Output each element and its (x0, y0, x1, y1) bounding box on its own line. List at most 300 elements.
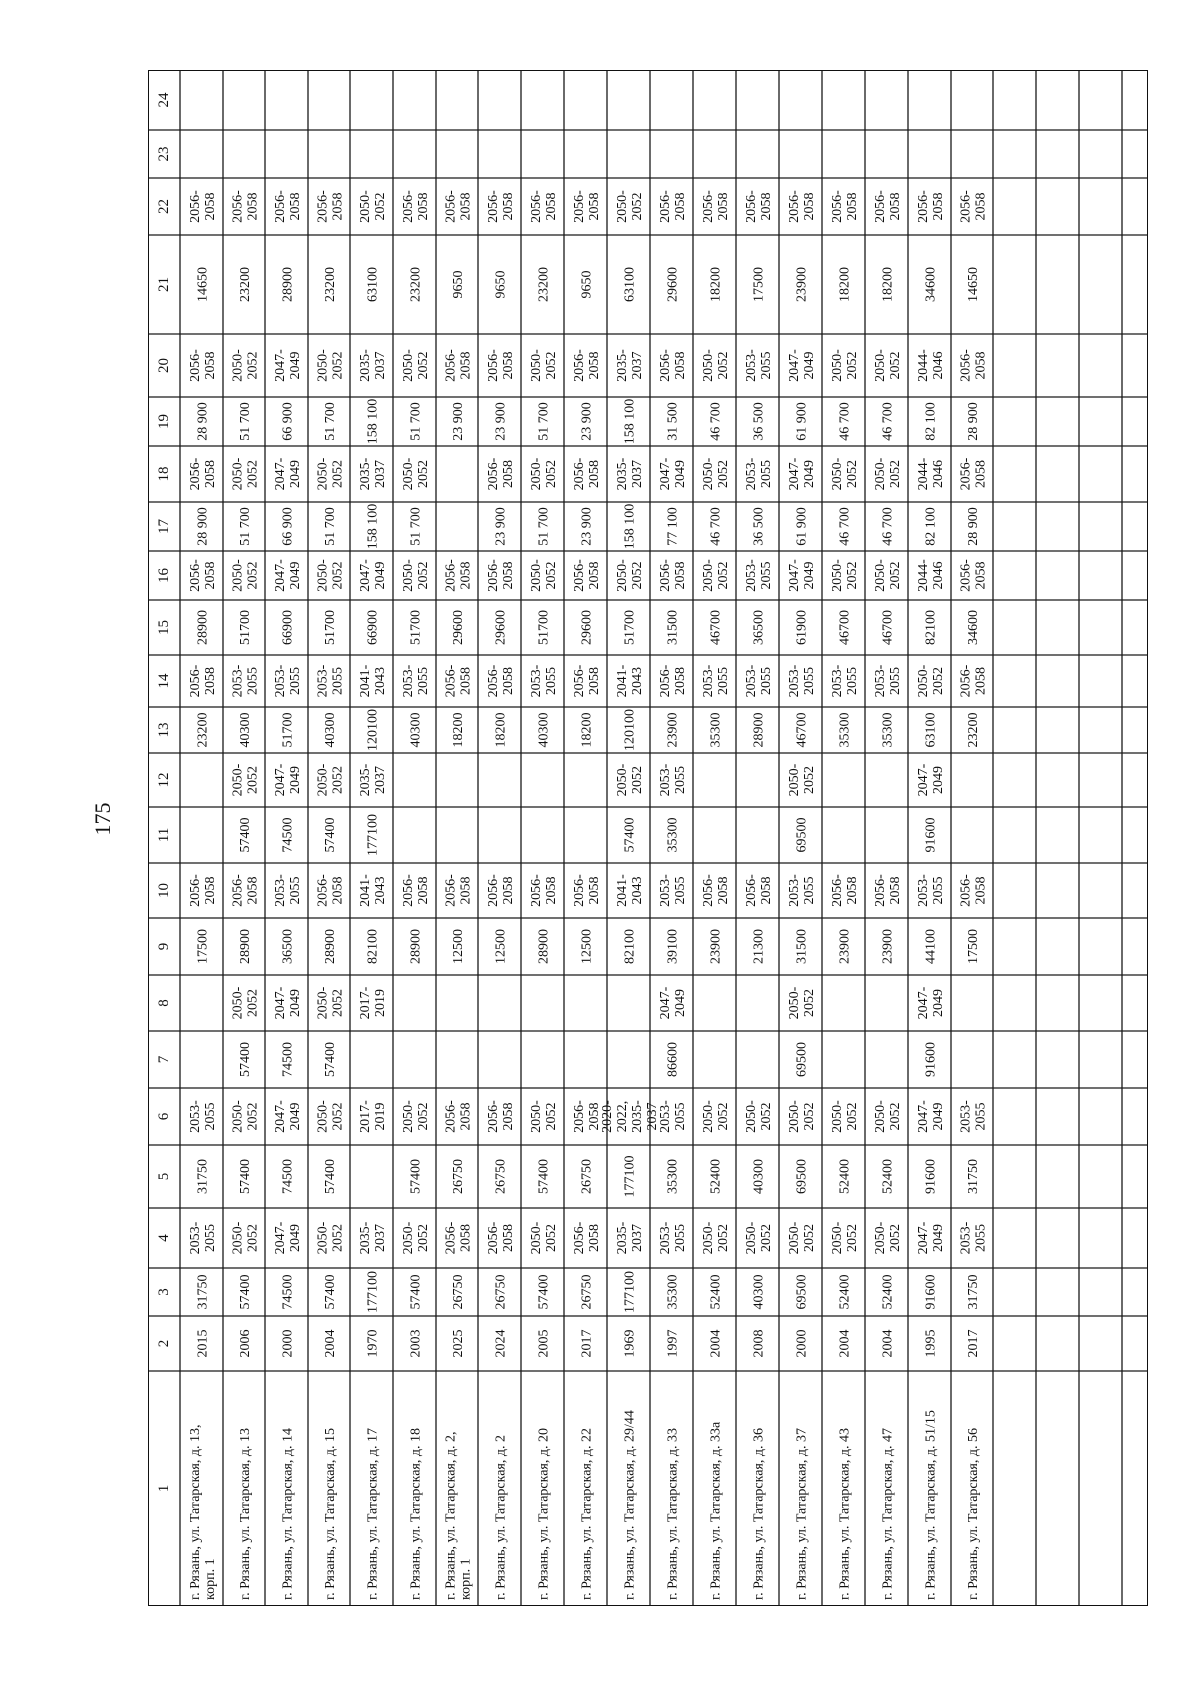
address-cell: г. Рязань, ул. Татарская, д. 22 (579, 1428, 595, 1600)
table-cell: 74500 (280, 817, 296, 853)
table-cell: 2056-2058 (443, 190, 474, 223)
table-cell: 2047-2049 (358, 559, 388, 592)
table-cell: 51 700 (536, 507, 552, 546)
table-cell: 51700 (622, 610, 638, 645)
table-cell: 31500 (794, 929, 810, 964)
table-cell: 2056-2058 (529, 874, 559, 907)
table-cell: 46700 (880, 610, 896, 645)
table-cell: 18200 (451, 712, 466, 748)
table-cell: 2053-2055 (958, 1100, 989, 1133)
table-cell: 31750 (966, 1159, 981, 1194)
table-cell: 23 900 (579, 402, 595, 441)
table-cell: 1969 (622, 1329, 638, 1358)
table-cell: 46 700 (837, 507, 853, 546)
address-cell: г. Рязань, ул. Татарская, д. 17 (365, 1428, 381, 1600)
table-cell: 23200 (323, 267, 338, 302)
table-cell: 51700 (323, 610, 338, 645)
column-header: 3 (156, 1288, 172, 1296)
table-cell: 28900 (280, 267, 296, 302)
table-cell: 57400 (323, 1159, 338, 1194)
table-cell: 2053-2055 (188, 1221, 218, 1255)
table-cell: 51 700 (323, 507, 338, 546)
table-cell: 14650 (195, 267, 211, 302)
table-cell: 2056-2058 (443, 349, 474, 382)
table-cell: 2053-2055 (744, 559, 774, 592)
column-header: 5 (156, 1172, 172, 1181)
table-cell: 23900 (665, 712, 681, 748)
table-cell: 57400 (238, 1159, 253, 1194)
table-cell: 2050-2052 (230, 457, 261, 491)
table-cell: 2050-2052 (529, 559, 559, 592)
table-cell: 28 900 (195, 507, 211, 546)
table-cell: 2056-2058 (873, 190, 903, 223)
table-cell: 35300 (665, 817, 681, 853)
table-cell: 23900 (794, 267, 810, 302)
table-cell: 2004 (323, 1329, 338, 1358)
table-cell: 29600 (493, 610, 509, 645)
table-cell: 2056-2058 (230, 190, 261, 223)
table-cell: 2056-2058 (315, 874, 346, 907)
table-cell: 2056-2058 (830, 874, 860, 907)
table-cell: 51700 (408, 610, 424, 645)
table-cell: 2050-2052 (701, 1221, 731, 1255)
table-cell: 86600 (665, 1042, 681, 1077)
table-cell: 23 900 (451, 402, 466, 441)
column-header: 12 (156, 772, 172, 788)
column-header: 22 (156, 199, 172, 214)
table-cell: 2056-2058 (658, 190, 688, 223)
table-cell: 51700 (280, 712, 296, 748)
table-cell: 23 900 (579, 507, 595, 546)
table-cell: 35300 (880, 712, 896, 748)
table-cell: 2035-2037 (358, 763, 388, 797)
table-cell: 2056-2058 (958, 559, 989, 592)
table-cell: 2015 (195, 1329, 211, 1358)
table-cell: 2050-2052 (529, 1221, 559, 1255)
table-cell: 2047-2049 (658, 457, 688, 491)
table-cell: 51 700 (238, 402, 253, 441)
table-cell: 2053-2055 (315, 664, 346, 698)
table-cell: 2050-2052 (401, 1100, 431, 1133)
table-cell: 51 700 (408, 507, 424, 546)
table-cell: 2050-2052 (358, 190, 388, 223)
table-cell: 2056-2058 (572, 457, 602, 491)
table-cell: 2056-2058 (787, 190, 817, 223)
table-cell: 2050-2052 (873, 559, 903, 592)
table-cell: 2050-2052 (230, 986, 261, 1020)
table-cell: 2000 (794, 1329, 810, 1358)
table-cell: 2056-2058 (958, 190, 989, 223)
column-header: 9 (156, 942, 172, 951)
table-cell: 2017 (579, 1329, 595, 1358)
table-cell: 40300 (238, 712, 253, 748)
table-cell: 2056-2058 (916, 190, 946, 223)
table-cell: 26750 (579, 1159, 595, 1194)
table-cell: 36 500 (751, 507, 767, 546)
table-cell: 2056-2058 (572, 1221, 602, 1255)
column-header: 4 (156, 1234, 172, 1242)
table-cell: 2050-2052 (615, 190, 645, 223)
table-cell: 36500 (751, 610, 767, 645)
table-cell: 2050-2052 (315, 1100, 346, 1133)
table-cell: 2050-2052 (830, 559, 860, 592)
table-cell: 26750 (451, 1274, 466, 1310)
table-cell: 46 700 (708, 402, 724, 441)
table-cell: 12500 (493, 929, 509, 964)
table-cell: 14650 (966, 267, 981, 302)
table-cell: 28900 (238, 929, 253, 964)
table-cell: 2047-2049 (273, 1100, 303, 1133)
table-cell: 2047-2049 (273, 986, 303, 1020)
address-cell: г. Рязань, ул. Татарская, д. 20 (536, 1428, 552, 1600)
table-cell: 18200 (708, 267, 724, 302)
table-cell: 23200 (195, 712, 211, 748)
table-cell: 2056-2058 (572, 190, 602, 223)
table-cell: 9650 (451, 270, 466, 299)
table-cell: 2004 (837, 1329, 853, 1358)
table-cell: 9650 (579, 270, 595, 299)
table-cell: 177100 (365, 814, 381, 856)
table-cell: 120100 (622, 709, 638, 751)
table-cell: 2053-2055 (958, 1221, 989, 1255)
address-cell: г. Рязань, ул. Татарская, д. 33 (665, 1428, 681, 1600)
table-cell: 46 700 (880, 507, 896, 546)
table-cell: 2047-2049 (273, 349, 303, 382)
table-cell: 2047-2049 (273, 457, 303, 491)
table-cell: 2044-2046 (916, 349, 946, 382)
table-cell: 57400 (323, 817, 338, 853)
table-cell: 40300 (751, 1159, 767, 1194)
table-cell: 46 700 (708, 507, 724, 546)
table-cell: 23200 (238, 267, 253, 302)
table-cell: 2050-2052 (744, 1100, 774, 1133)
column-header: 20 (156, 358, 172, 373)
table-cell: 63100 (365, 267, 381, 302)
table-cell: 2050-2052 (787, 763, 817, 797)
table-cell: 2056-2058 (572, 664, 602, 698)
table-cell: 2056-2058 (744, 874, 774, 907)
table-cell: 2056-2058 (188, 559, 218, 592)
table-cell: 2050-2052 (230, 1221, 261, 1255)
table-cell: 51 700 (238, 507, 253, 546)
table-cell: 28 900 (195, 402, 211, 441)
column-header: 15 (156, 620, 172, 635)
table-cell: 2050-2052 (401, 349, 431, 382)
table-cell: 57400 (622, 817, 638, 853)
table-cell: 2056-2058 (658, 664, 688, 698)
table-cell: 2056-2058 (315, 190, 346, 223)
table-cell: 177100 (622, 1155, 638, 1198)
table-cell: 2056-2058 (443, 559, 474, 592)
table-cell: 2047-2049 (787, 457, 817, 491)
table-cell: 2050-2052 (529, 1100, 559, 1133)
table-cell: 2041-2043 (615, 664, 645, 698)
table-cell: 2056-2058 (188, 874, 218, 907)
column-header: 14 (156, 673, 172, 689)
table-cell: 29600 (665, 267, 681, 302)
table-cell: 23 900 (493, 507, 509, 546)
table-cell: 2035-2037 (615, 1221, 645, 1255)
table-cell: 1970 (365, 1329, 381, 1358)
table-cell: 2008 (751, 1329, 767, 1358)
column-header: 13 (156, 722, 172, 738)
table-cell: 34600 (966, 610, 981, 645)
table-cell: 35300 (708, 712, 724, 748)
column-header: 6 (156, 1112, 172, 1121)
table-cell: 2050-2052 (401, 1221, 431, 1255)
table-cell: 2047-2049 (916, 986, 946, 1020)
table-cell: 51 700 (408, 402, 424, 441)
table-cell: 2056-2058 (958, 664, 989, 698)
table-cell: 2050-2052 (873, 1221, 903, 1255)
table-cell: 46700 (708, 610, 724, 645)
table-cell: 57400 (408, 1274, 424, 1310)
table-cell: 2056-2058 (572, 1100, 602, 1133)
table-cell: 2056-2058 (486, 559, 516, 592)
table-cell: 52400 (708, 1274, 724, 1310)
table-cell: 2053-2055 (744, 457, 774, 491)
table-cell: 2056-2058 (486, 1100, 516, 1133)
table-cell: 2047-2049 (916, 763, 946, 797)
table-cell: 2056-2058 (958, 349, 989, 382)
table-cell: 61900 (794, 610, 810, 645)
table-cell: 23 900 (493, 402, 509, 441)
table-cell: 2053-2055 (916, 874, 946, 907)
table-cell: 2047-2049 (658, 986, 688, 1020)
table-cell: 2053-2055 (188, 1100, 218, 1133)
table-cell: 36500 (280, 929, 296, 964)
table-cell: 63100 (923, 712, 939, 748)
table-cell: 66 900 (280, 402, 296, 441)
table-cell: 28900 (536, 929, 552, 964)
table-cell: 2017-2019 (358, 986, 388, 1020)
table-cell: 2056-2058 (873, 874, 903, 907)
table-cell: 2041-2043 (358, 874, 388, 907)
table-cell: 18200 (493, 712, 509, 748)
table-cell: 31500 (665, 610, 681, 645)
table-cell: 51 700 (323, 402, 338, 441)
table-cell: 74500 (280, 1274, 296, 1310)
address-cell: г. Рязань, ул. Татарская, д. 43 (837, 1428, 853, 1600)
table-cell: 28 900 (966, 402, 981, 441)
table-cell: 2017 (966, 1329, 981, 1358)
table-cell: 28900 (195, 610, 211, 645)
table-cell: 2050-2052 (873, 349, 903, 382)
table-cell: 2047-2049 (273, 763, 303, 797)
table-cell: 46700 (837, 610, 853, 645)
table-cell: 1997 (665, 1329, 681, 1358)
table-grid (148, 70, 1148, 1606)
address-cell: г. Рязань, ул. Татарская, д. 51/15 (923, 1410, 939, 1600)
table-cell: 69500 (794, 1159, 810, 1194)
table-cell: 2004 (708, 1329, 724, 1358)
column-header: 19 (156, 414, 172, 429)
table-cell: 31750 (195, 1159, 211, 1194)
address-cell: г. Рязань, ул. Татарская, д. 33а (708, 1421, 724, 1600)
table-cell: 52400 (837, 1274, 853, 1310)
table-cell: 2050-2052 (744, 1221, 774, 1255)
table-cell: 2053-2055 (873, 664, 903, 698)
table-cell: 2056-2058 (230, 874, 261, 907)
table-cell: 2056-2058 (572, 874, 602, 907)
table-cell: 26750 (579, 1274, 595, 1310)
table-cell: 51 700 (536, 402, 552, 441)
table-cell: 28 900 (966, 507, 981, 546)
table-cell: 2006 (238, 1329, 253, 1358)
table-cell: 28900 (323, 929, 338, 964)
table-cell: 2050-2052 (787, 986, 817, 1020)
table-cell: 2035-2037 (358, 1221, 388, 1255)
table-cell: 2044-2046 (916, 457, 946, 491)
table-cell: 57400 (536, 1274, 552, 1310)
table-cell: 61 900 (794, 402, 810, 441)
address-cell: г. Рязань, ул. Татарская, д. 29/44 (622, 1410, 638, 1600)
table-cell: 52400 (880, 1159, 896, 1194)
table-cell: 158 100 (365, 503, 381, 550)
table-cell: 52400 (880, 1274, 896, 1310)
table-cell: 2056-2058 (572, 349, 602, 382)
address-cell: г. Рязань, ул. Татарская, д. 2 (493, 1435, 509, 1600)
table-cell: 2056-2058 (443, 1100, 474, 1133)
table-cell: 2047-2049 (273, 559, 303, 592)
column-header: 24 (156, 92, 172, 108)
table-cell: 82100 (365, 929, 381, 964)
table-cell: 2053-2055 (658, 1100, 688, 1133)
table-cell: 29600 (579, 610, 595, 645)
table-cell: 2050-2052 (830, 457, 860, 491)
table-cell: 52400 (708, 1159, 724, 1194)
table-cell: 2056-2058 (188, 457, 218, 491)
table-cell: 1995 (923, 1329, 939, 1358)
table-cell: 2050-2052 (529, 457, 559, 491)
address-cell: г. Рязань, ул. Татарская, д. 36 (751, 1428, 767, 1600)
table-cell: 39100 (665, 929, 681, 964)
table-cell: 57400 (323, 1042, 338, 1077)
table-cell: 2053-2055 (658, 874, 688, 907)
table-cell: 2053-2055 (701, 664, 731, 698)
table-cell: 2035-2037 (615, 349, 645, 382)
table-cell: 17500 (195, 929, 211, 964)
table-cell: 2050-2052 (787, 1100, 817, 1133)
table-cell: 12500 (451, 929, 466, 964)
table-cell: 2053-2055 (230, 664, 261, 698)
table-cell: 23900 (837, 929, 853, 964)
table-cell: 2035-2037 (358, 349, 388, 382)
column-header: 10 (156, 883, 172, 898)
table-cell: 40300 (408, 712, 424, 748)
table-cell: 66900 (280, 610, 296, 645)
table-cell: 2056-2058 (486, 457, 516, 491)
table-cell: 52400 (837, 1159, 853, 1194)
table-cell: 31 500 (665, 402, 681, 441)
address-cell: г. Рязань, ул. Татарская, д. 2,корп. 1 (443, 1431, 474, 1600)
address-cell: г. Рязань, ул. Татарская, д. 13,корп. 1 (188, 1424, 218, 1600)
table-cell: 2056-2058 (401, 190, 431, 223)
table-cell: 2056-2058 (658, 349, 688, 382)
column-header: 23 (156, 146, 172, 162)
table-cell: 2041-2043 (358, 664, 388, 698)
table-cell: 177100 (622, 1271, 638, 1313)
column-header: 17 (156, 519, 172, 534)
table-cell: 2056-2058 (443, 664, 474, 698)
table-cell: 2053-2055 (744, 349, 774, 382)
address-cell: г. Рязань, ул. Татарская, д. 18 (408, 1428, 424, 1600)
column-header: 18 (156, 466, 172, 482)
table-cell: 91600 (923, 1274, 939, 1310)
table-cell: 82 100 (923, 507, 939, 546)
address-cell: г. Рязань, ул. Татарская, д. 47 (880, 1428, 896, 1600)
table-cell: 2053-2055 (273, 874, 303, 907)
table-cell: 2017-2019 (358, 1100, 388, 1133)
table-cell: 2056-2058 (486, 664, 516, 698)
table-cell: 2053-2055 (529, 664, 559, 698)
table-cell: 2050-2052 (701, 1100, 731, 1133)
table-cell: 28900 (408, 929, 424, 964)
table-cell: 46700 (794, 712, 810, 748)
table-cell: 57400 (238, 1042, 253, 1077)
table-cell: 2050-2052 (230, 559, 261, 592)
table-cell: 2056-2058 (273, 190, 303, 223)
table-cell: 2056-2058 (529, 190, 559, 223)
table-cell: 26750 (493, 1159, 509, 1194)
address-cell: г. Рязань, ул. Татарская, д. 56 (966, 1428, 981, 1600)
table-cell: 2000 (280, 1329, 296, 1358)
table-cell: 35300 (665, 1159, 681, 1194)
table-cell: 26750 (451, 1159, 466, 1194)
table-cell: 2050-2052 (401, 559, 431, 592)
table-cell: 2050-2052 (830, 1221, 860, 1255)
table-cell: 34600 (923, 267, 939, 302)
table-cell: 2053-2055 (744, 664, 774, 698)
table-cell: 12500 (579, 929, 595, 964)
table-cell: 2020-2022,2035-2037 (600, 1100, 660, 1133)
table-cell: 23900 (880, 929, 896, 964)
table-cell: 2056-2058 (830, 190, 860, 223)
column-header: 8 (156, 999, 172, 1007)
table-cell: 2047-2049 (787, 349, 817, 382)
table-cell: 36 500 (751, 402, 767, 441)
table-cell: 2050-2052 (701, 349, 731, 382)
table-cell: 2004 (880, 1329, 896, 1358)
table-cell: 35300 (837, 712, 853, 748)
address-cell: г. Рязань, ул. Татарская, д. 14 (280, 1428, 296, 1600)
table-cell: 40300 (751, 1274, 767, 1310)
table-cell: 2050-2052 (230, 763, 261, 797)
table-cell: 2050-2052 (830, 1100, 860, 1133)
table-cell: 23200 (966, 712, 981, 748)
table-cell: 2003 (408, 1329, 424, 1358)
table-cell: 91600 (923, 1042, 939, 1077)
address-cell: г. Рязань, ул. Татарская, д. 37 (794, 1428, 810, 1600)
table-cell: 18200 (837, 267, 853, 302)
table-cell: 2050-2052 (315, 763, 346, 797)
table-cell: 2056-2058 (958, 457, 989, 491)
table-cell: 57400 (323, 1274, 338, 1310)
data-table (148, 70, 1148, 1606)
table-cell: 2056-2058 (188, 349, 218, 382)
table-cell: 2025 (451, 1329, 466, 1358)
table-cell: 2056-2058 (486, 1221, 516, 1255)
table-cell: 2050-2052 (615, 763, 645, 797)
table-cell: 69500 (794, 1042, 810, 1077)
table-cell: 44100 (923, 929, 939, 964)
table-cell: 21300 (751, 929, 767, 964)
page-number: 175 (90, 802, 115, 836)
table-cell: 177100 (365, 1271, 381, 1313)
table-cell: 158 100 (622, 503, 638, 550)
table-cell: 2024 (493, 1329, 509, 1358)
table-cell: 2050-2052 (701, 457, 731, 491)
